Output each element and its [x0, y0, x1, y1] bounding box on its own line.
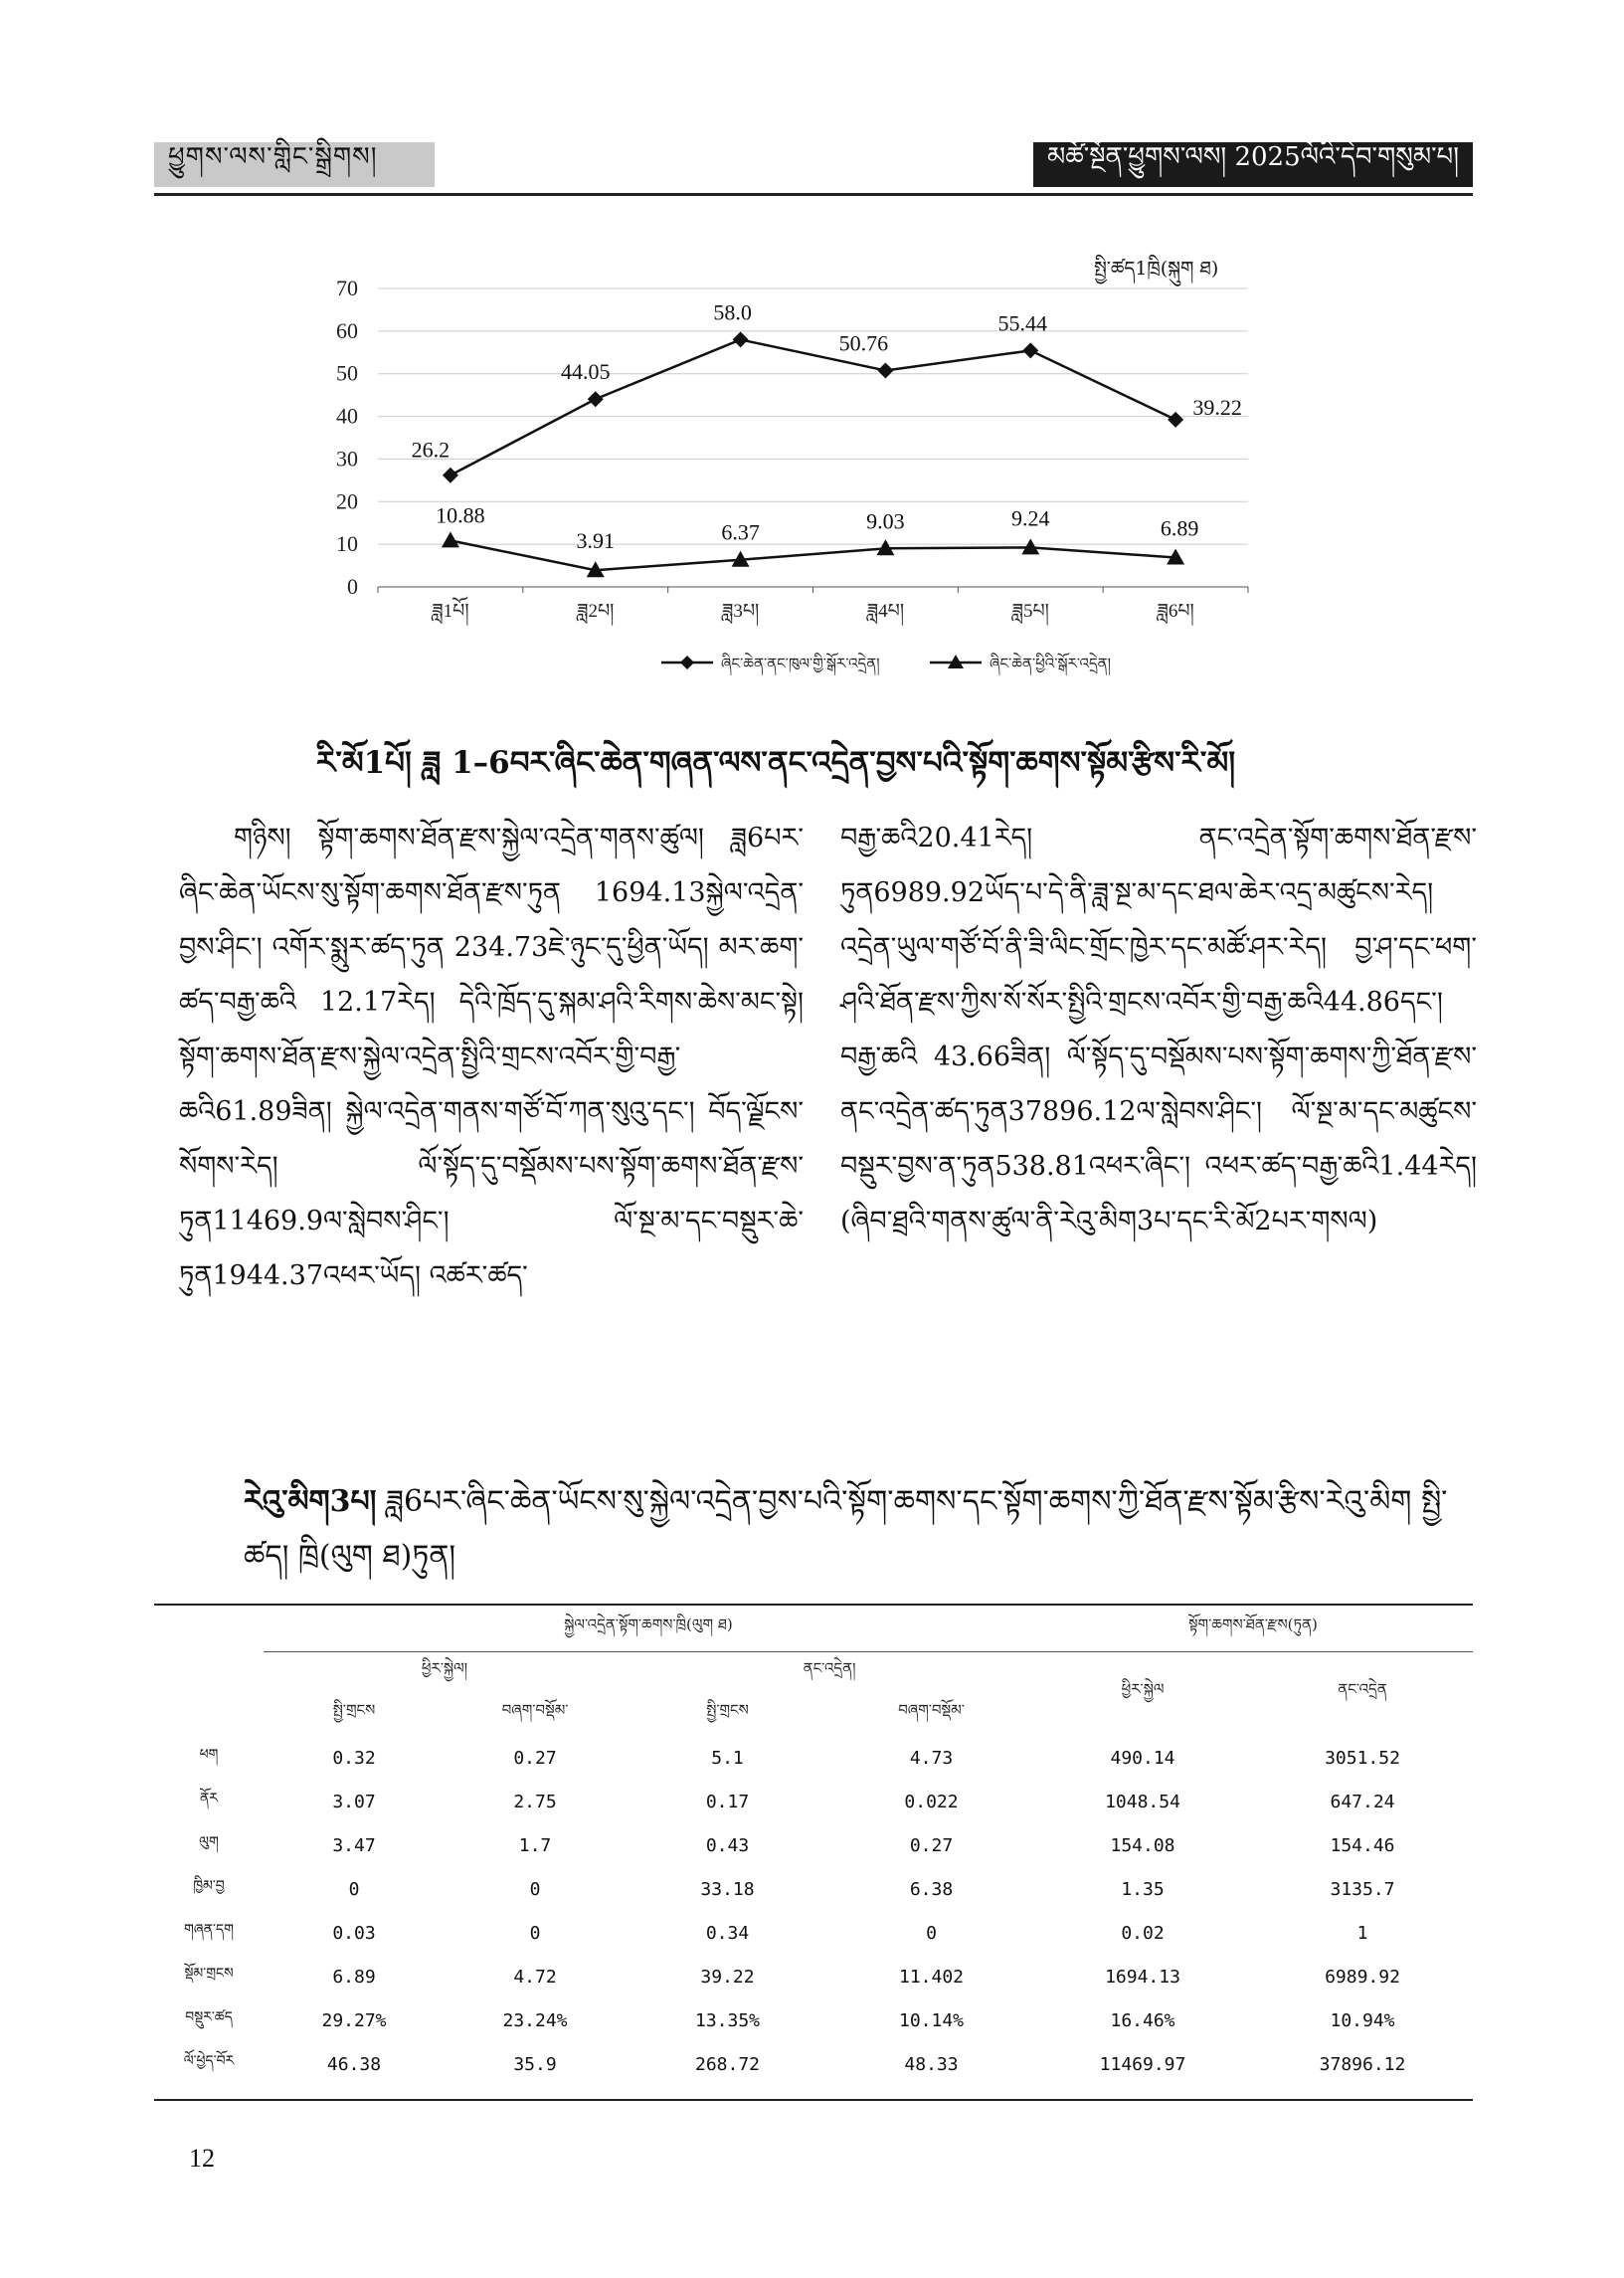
row-label: ལུག: [199, 1834, 219, 1850]
row-label: སྡོམ་གྲངས: [184, 1966, 234, 1982]
data-label: 39.22: [1192, 394, 1242, 420]
figure-caption-label: རི་མོ1པོ།: [316, 745, 412, 781]
table-cell: 5.1: [711, 1747, 744, 1769]
data-point-triangle: [442, 531, 459, 547]
data-label: 58.0: [713, 299, 752, 325]
y-tick-label: 70: [336, 276, 358, 300]
data-label: 3.91: [576, 528, 615, 554]
data-point-diamond: [1168, 412, 1183, 428]
table-cell: 6989.92: [1325, 1966, 1400, 1988]
figure-caption-text: ཟླ 1–6བར་ཞིང་ཆེན་གཞན་ལས་ནང་འདྲེན་བྱས་པའི་སྟོག་ཆགས་སྟོམ་རྩིས་རི་མོ།: [422, 745, 1236, 781]
table-cell: 1.7: [518, 1834, 552, 1856]
data-label: 6.37: [721, 519, 760, 545]
table-cell: 2.75: [513, 1791, 557, 1812]
table-row: [154, 1911, 1473, 1955]
colheader-total: སྤྱི་གྲངས: [332, 1701, 376, 1719]
data-point-diamond: [443, 468, 458, 483]
table-bottom-rule: [154, 2099, 1473, 2101]
line-chart: [298, 267, 1263, 684]
row-label: ཁྱིམ་བྱ: [193, 1878, 225, 1894]
table-cell: 4.73: [909, 1747, 954, 1769]
y-tick-label: 10: [336, 531, 358, 557]
x-tick-label: ཟླ6པ།: [1157, 601, 1194, 622]
table-caption-label: རེའུ་མིག3པ།: [244, 1484, 377, 1519]
body-paragraph-right: བརྒྱ་ཆའི20.41རེད། ནང་འདྲེན་སྟོག་ཆགས་ཐོན་རྫས་ཏུན6989.92ཡོད་པ་དེ་ནི་ཟླ་སྔ་མ་དང་ཐལ་ཆེར་འདྲ་མཚུངས་རེད། འདྲེན་ཡུལ་གཙོ་བོ་ནི་ཟི་ལིང་གྲོང་ཁྱེར་དང་མཚོ་ཤར་རེད། བྱ་ཤ་དང་ཕག་ཤའི་ཐོན་རྫས་ཀྱིས་སོ་སོར་སྤྱིའི་གྲངས་འབོར་གྱི་བརྒྱ་ཆའི44.86དང་། བརྒྱ་ཆའི 43.66ཟིན། ལོ་སྟོད་དུ་བསྡོམས་པས་སྟོག་ཆགས་ཀྱི་ཐོན་རྫས་ནང་འདྲེན་ཚད་ཏུན37896.12ལ་སླེབས་ཤིང་། ལོ་སྔ་མ་དང་མཚུངས་བསྡུར་བྱས་ན་ཏུན538.81འཕར་ཞིང་། འཕར་ཚད་བརྒྱ་ཆའི1.44རེད། (ཞིབ་ཐྲའི་གནས་ཚུལ་ནི་རེའུ་མིག3པ་དང་རི་མོ2པར་གསལ): [840, 823, 1477, 1236]
y-tick-label: 30: [336, 446, 358, 472]
data-label: 9.03: [866, 508, 905, 534]
table-row: [154, 1867, 1473, 1911]
table-cell: 4.72: [513, 1966, 557, 1988]
table-cell: 3.47: [332, 1834, 376, 1856]
table-cell: 37896.12: [1319, 2053, 1406, 2075]
table-cell: 3135.7: [1330, 1878, 1395, 1900]
table-cell: 0: [529, 1922, 541, 1944]
y-tick-label: 0: [347, 574, 358, 599]
data-point-diamond: [733, 331, 749, 347]
table-cell: 39.22: [700, 1966, 755, 1988]
table-row: [154, 1955, 1473, 1998]
page-number: 12: [189, 2144, 215, 2173]
data-label: 10.88: [436, 502, 485, 528]
data-point-diamond: [877, 362, 893, 378]
y-tick-label: 60: [336, 317, 358, 343]
x-tick-label: ཟླ1པོ།: [432, 601, 469, 622]
table-cell: 0.02: [1121, 1922, 1165, 1944]
table-cell: 1.35: [1121, 1878, 1165, 1900]
table-cell: 46.38: [326, 2053, 382, 2075]
table-cell: 0.27: [909, 1834, 954, 1856]
data-label: 6.89: [1160, 515, 1199, 541]
data-table: [154, 1607, 1473, 2086]
table-row: [154, 1998, 1473, 2042]
table-cell: 11469.97: [1099, 2053, 1186, 2075]
table-cell: 0.17: [705, 1791, 750, 1812]
body-column-left: [179, 811, 804, 1303]
legend-marker-diamond: [680, 656, 694, 669]
data-label: 50.76: [838, 330, 889, 356]
table-cell: 29.27%: [321, 2009, 387, 2031]
table-cell: 48.33: [904, 2053, 959, 2075]
table-top-rule: [154, 1604, 1473, 1606]
row-label: ནོར: [199, 1791, 219, 1806]
x-tick-label: ཟླ5པ།: [1011, 601, 1049, 622]
table-cell: 33.18: [700, 1878, 755, 1900]
x-tick-label: ཟླ4པ།: [866, 601, 905, 622]
header-rule: [154, 193, 1473, 196]
y-tick-label: 50: [336, 360, 358, 386]
data-label: 44.05: [561, 359, 611, 385]
data-label: 26.2: [411, 437, 451, 463]
y-tick-label: 20: [336, 488, 358, 514]
group-header-transport: སྐྱེལ་འདྲེན་སྟོག་ཆགས་ཁྲི(ལུག ཐ): [264, 1607, 1033, 1652]
table-caption-text: ཟླ6པར་ཞིང་ཆེན་ཡོངས་སུ་སྐྱེལ་འདྲེན་བྱས་པའི་སྟོག་ཆགས་དང་སྟོག་ཆགས་ཀྱི་ཐོན་རྫས་སྟོམ་རྩིས་རེའུ་མིག: [385, 1484, 1412, 1519]
running-header-right: མཚོ་སྔོན་ཕྱུགས་ལས། 2025ལོའི་དེབ་གསུམ་པ།: [1033, 142, 1473, 187]
row-label: ལོ་ཕྱེད་བོར: [183, 2053, 235, 2069]
table-cell: 0.022: [904, 1791, 959, 1812]
x-tick-label: ཟླ2པ།: [577, 601, 615, 622]
series-line-1: [451, 339, 1175, 475]
legend-label: ཞིང་ཆེན་ནང་ཁུལ་གྱི་སྒོར་འདྲེན།: [721, 657, 880, 672]
table-cell: 23.24%: [502, 2009, 568, 2031]
row-label: བསྡུར་ཚད: [185, 2009, 233, 2025]
chart-unit-note: སྤྱི་ཚད1ཁྲི(སྐུག ཐ): [1094, 258, 1219, 280]
table-cell: 6.89: [332, 1966, 376, 1988]
table-row: [154, 1736, 1473, 1780]
table-cell: 0: [348, 1878, 360, 1900]
table-cell: 1: [1356, 1922, 1368, 1944]
table-cell: 0: [926, 1922, 937, 1944]
table-cell: 1694.13: [1105, 1966, 1180, 1988]
table-cell: 10.14%: [898, 2009, 965, 2031]
table-caption-unit: སྤྱི་ཚད། ཁྲི(ལུག ཐ)ཏུན།: [244, 1484, 1448, 1574]
table-cell: 16.46%: [1110, 2009, 1175, 2031]
y-tick-label: 40: [336, 403, 358, 429]
data-point-diamond: [1022, 342, 1038, 358]
figure-caption: [316, 728, 1235, 815]
table-cell: 490.14: [1110, 1747, 1175, 1769]
table-cell: 3051.52: [1325, 1747, 1400, 1769]
table-cell: 11.402: [898, 1966, 965, 1988]
subheader-products-in: ནང་འདྲེན: [1338, 1680, 1387, 1698]
table-cell: 6.38: [909, 1878, 954, 1900]
table-cell: 154.08: [1110, 1834, 1175, 1856]
data-label: 55.44: [997, 310, 1047, 336]
group-header-products: སྟོག་ཆགས་ཐོན་རྫས(ཏུན): [1033, 1607, 1473, 1652]
table-cell: 0.27: [513, 1747, 557, 1769]
body-paragraph-left: གཉིས། སྟོག་ཆགས་ཐོན་རྫས་སྐྱེལ་འདྲེན་གནས་ཚུལ། ཟླ6པར་ཞིང་ཆེན་ཡོངས་སུ་སྟོག་ཆགས་ཐོན་རྫས་ཏུན 1694.13སྐྱེལ་འདྲེན་བྱས་ཤིང་། འགོར་སྨུར་ཚད་ཏུན 234.73ཇེ་ཉུང་དུ་ཕྱིན་ཡོད། མར་ཆག་ཚད་བརྒྱ་ཆའི 12.17རེད། དེའི་ཁྲོད་དུ་སྐམ་ཤའི་རིགས་ཆེས་མང་སྟེ། སྟོག་ཆགས་ཐོན་རྫས་སྐྱེལ་འདྲེན་སྤྱིའི་གྲངས་འབོར་གྱི་བརྒྱ་ཆའི61.89ཟིན། སྐྱེལ་འདྲེན་གནས་གཙོ་བོ་ཀན་སུའུ་དང་། བོད་ལྗོངས་སོགས་རེད། ལོ་སྟོད་དུ་བསྡོམས་པས་སྟོག་ཆགས་ཐོན་རྫས་ཏུན11469.9ལ་སླེབས་ཤིང་། ལོ་སྔ་མ་དང་བསྡུར་ཆེ་ཏུན1944.37འཕར་ཡོད། འཚར་ཚད་: [179, 823, 804, 1291]
subheader-out: ཕྱིར་སྐྱེལ།: [421, 1659, 468, 1677]
table-cell: 268.72: [694, 2053, 761, 2075]
table-row: [154, 2042, 1473, 2086]
row-label: ཕག: [199, 1747, 219, 1763]
table-row: [154, 1823, 1473, 1867]
table-cell: 1048.54: [1105, 1791, 1180, 1812]
table-cell: 0: [529, 1878, 541, 1900]
colheader-cumulative: བཞག་བསྡོམ་: [501, 1701, 569, 1719]
data-point-diamond: [588, 391, 604, 407]
running-header-left: ཕྱུགས་ལས་གླིང་སྒྲིགས།: [154, 142, 435, 187]
table-cell: 154.46: [1330, 1834, 1395, 1856]
colheader-total: སྤྱི་གྲངས: [706, 1701, 749, 1719]
x-tick-label: ཟླ3པ།: [721, 601, 760, 622]
table-cell: 35.9: [513, 2053, 557, 2075]
table-cell: 13.35%: [694, 2009, 761, 2031]
table-cell: 0.43: [705, 1834, 750, 1856]
subheader-in: ནང་འདྲེན།: [803, 1659, 856, 1677]
legend-label: ཞིང་ཆེན་ཕྱིའི་སྒོར་འདྲེན།: [990, 657, 1111, 672]
table-caption: [244, 1474, 1477, 1584]
row-label: གཞན་དག: [184, 1922, 234, 1938]
body-column-right: [840, 811, 1477, 1248]
table-row: [154, 1780, 1473, 1823]
table-cell: 0.32: [332, 1747, 376, 1769]
table-cell: 3.07: [332, 1791, 376, 1812]
table-cell: 647.24: [1330, 1791, 1395, 1812]
table-cell: 0.34: [705, 1922, 750, 1944]
table-cell: 0.03: [332, 1922, 376, 1944]
table-cell: 10.94%: [1330, 2009, 1395, 2031]
data-label: 9.24: [1011, 505, 1050, 531]
corner-cell: [154, 1607, 264, 1652]
colheader-cumulative: བཞག་བསྡོམ་: [898, 1701, 965, 1719]
subheader-products-out: ཕྱིར་སྐྱེལ: [1121, 1680, 1165, 1698]
series-line-2: [451, 540, 1175, 570]
